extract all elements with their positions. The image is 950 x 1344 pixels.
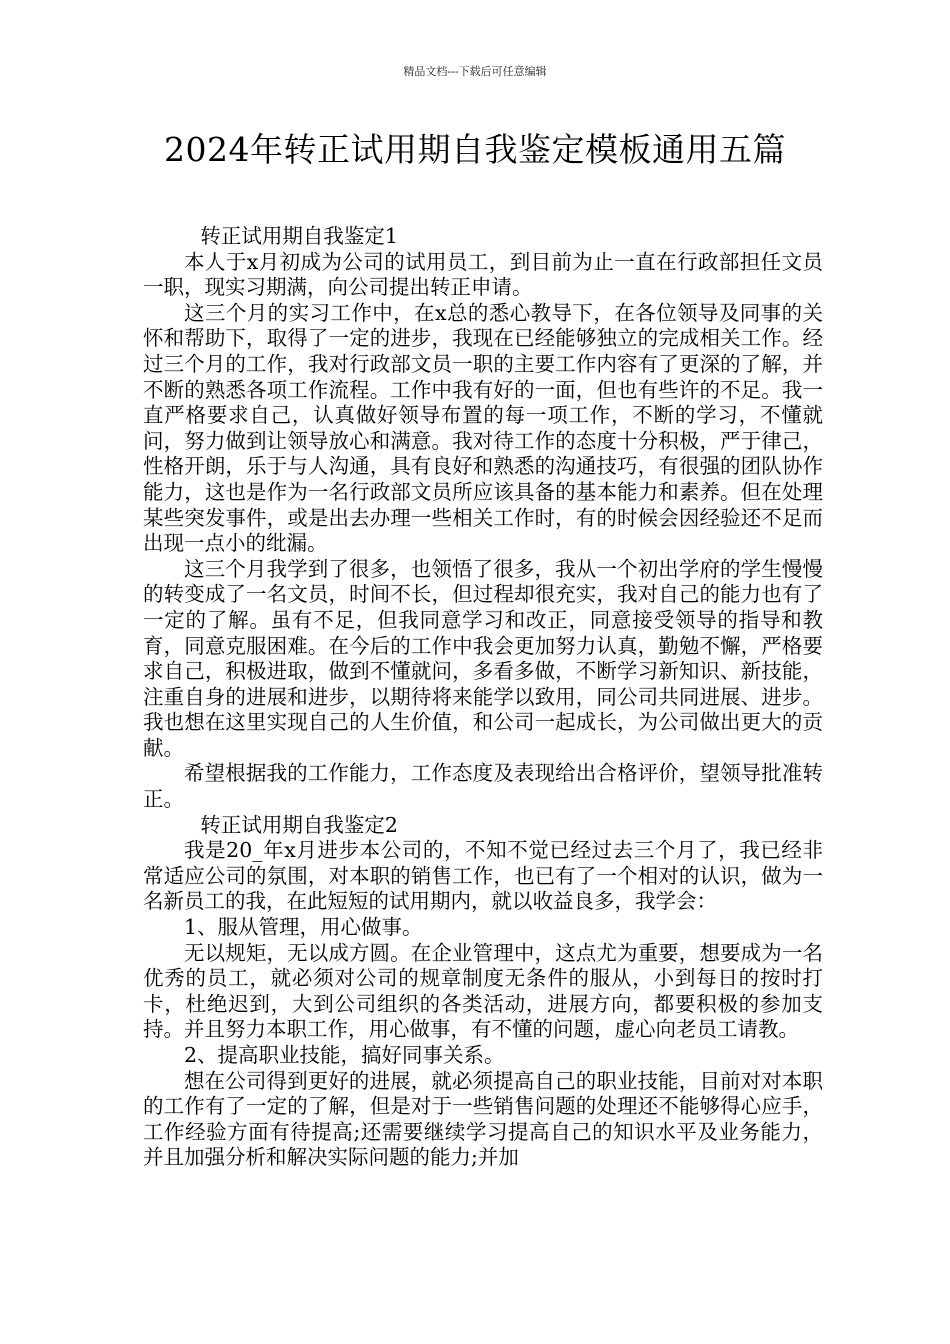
header-note: 精品文档---下载后可任意编辑 (403, 65, 547, 78)
paragraph: 这三个月的实习工作中，在x总的悉心教导下，在各位领导及同事的关怀和帮助下，取得了一定的进步，我现在已经能够独立的完成相关工作。经过三个月的工作，我对行政部文员一职的主要工作内容有了更深的了解，并不断的熟悉各项工作流程。工作中我有好的一面，但也有些许的不足。我一直严格要求自己，认真做好领导布置的每一项工作，不断的学习，不懂就问，努力做到让领导放心和满意。我对待工作的态度十分积极，严于律己，性格开朗，乐于与人沟通，具有良好和熟悉的沟通技巧，有很强的团队协作能力，这也是作为一名行政部文员所应该具备的基本能力和素养。但在处理某些突发事件，或是出去办理一些相关工作时，有的时候会因经验还不足而出现一点小的纰漏。 (143, 300, 823, 556)
paragraph: 我是20_年x月进步本公司的，不知不觉已经过去三个月了，我已经非常适应公司的氛围，对本职的销售工作，也已有了一个相对的认识，做为一名新员工的我，在此短短的试用期内，就以收益良多，我学会： (143, 838, 823, 914)
paragraph: 想在公司得到更好的进展，就必须提高自己的职业技能，目前对对本职的工作有了一定的了解，但是对于一些销售问题的处理还不能够得心应手，工作经验方面有待提高;还需要继续学习提高自己的知识水平及业务能力，并且加强分析和解决实际问题的能力;并加 (143, 1068, 823, 1170)
paragraph: 这三个月我学到了很多，也领悟了很多，我从一个初出学府的学生慢慢的转变成了一名文员，时间不长，但过程却很充实，我对自己的能力也有了一定的了解。虽有不足，但我同意学习和改正，同意接受领导的指导和教育，同意克服困难。在今后的工作中我会更加努力认真，勤勉不懈，严格要求自己，积极进取，做到不懂就问，多看多做，不断学习新知识、新技能，注重自身的进展和进步，以期待将来能学以致用，同公司共同进展、进步。我也想在这里实现自己的人生价值，和公司一起成长，为公司做出更大的贡献。 (143, 556, 823, 760)
section-heading-1: 转正试用期自我鉴定1 (200, 224, 398, 248)
paragraph: 希望根据我的工作能力，工作态度及表现给出合格评价，望领导批准转正。 (143, 761, 823, 812)
list-heading: 1、服从管理，用心做事。 (184, 915, 423, 940)
document-body (143, 224, 823, 1171)
list-heading: 2、提高职业技能，搞好同事关系。 (184, 1043, 505, 1067)
document-title: 2024年转正试用期自我鉴定模板通用五篇 (164, 130, 786, 169)
paragraph: 本人于x月初成为公司的试用员工，到目前为止一直在行政部担任文员一职，现实习期满，向公司提出转正申请。 (143, 249, 823, 300)
paragraph: 无以规矩，无以成方圆。在企业管理中，这点尤为重要，想要成为一名优秀的员工，就必须对公司的规章制度无条件的服从，小到每日的按时打卡，杜绝迟到，大到公司组织的各类活动，进展方向，都要积极的参加支持。并且努力本职工作，用心做事，有不懂的问题，虚心向老员工请教。 (143, 940, 823, 1042)
section-heading-2: 转正试用期自我鉴定2 (200, 812, 398, 837)
